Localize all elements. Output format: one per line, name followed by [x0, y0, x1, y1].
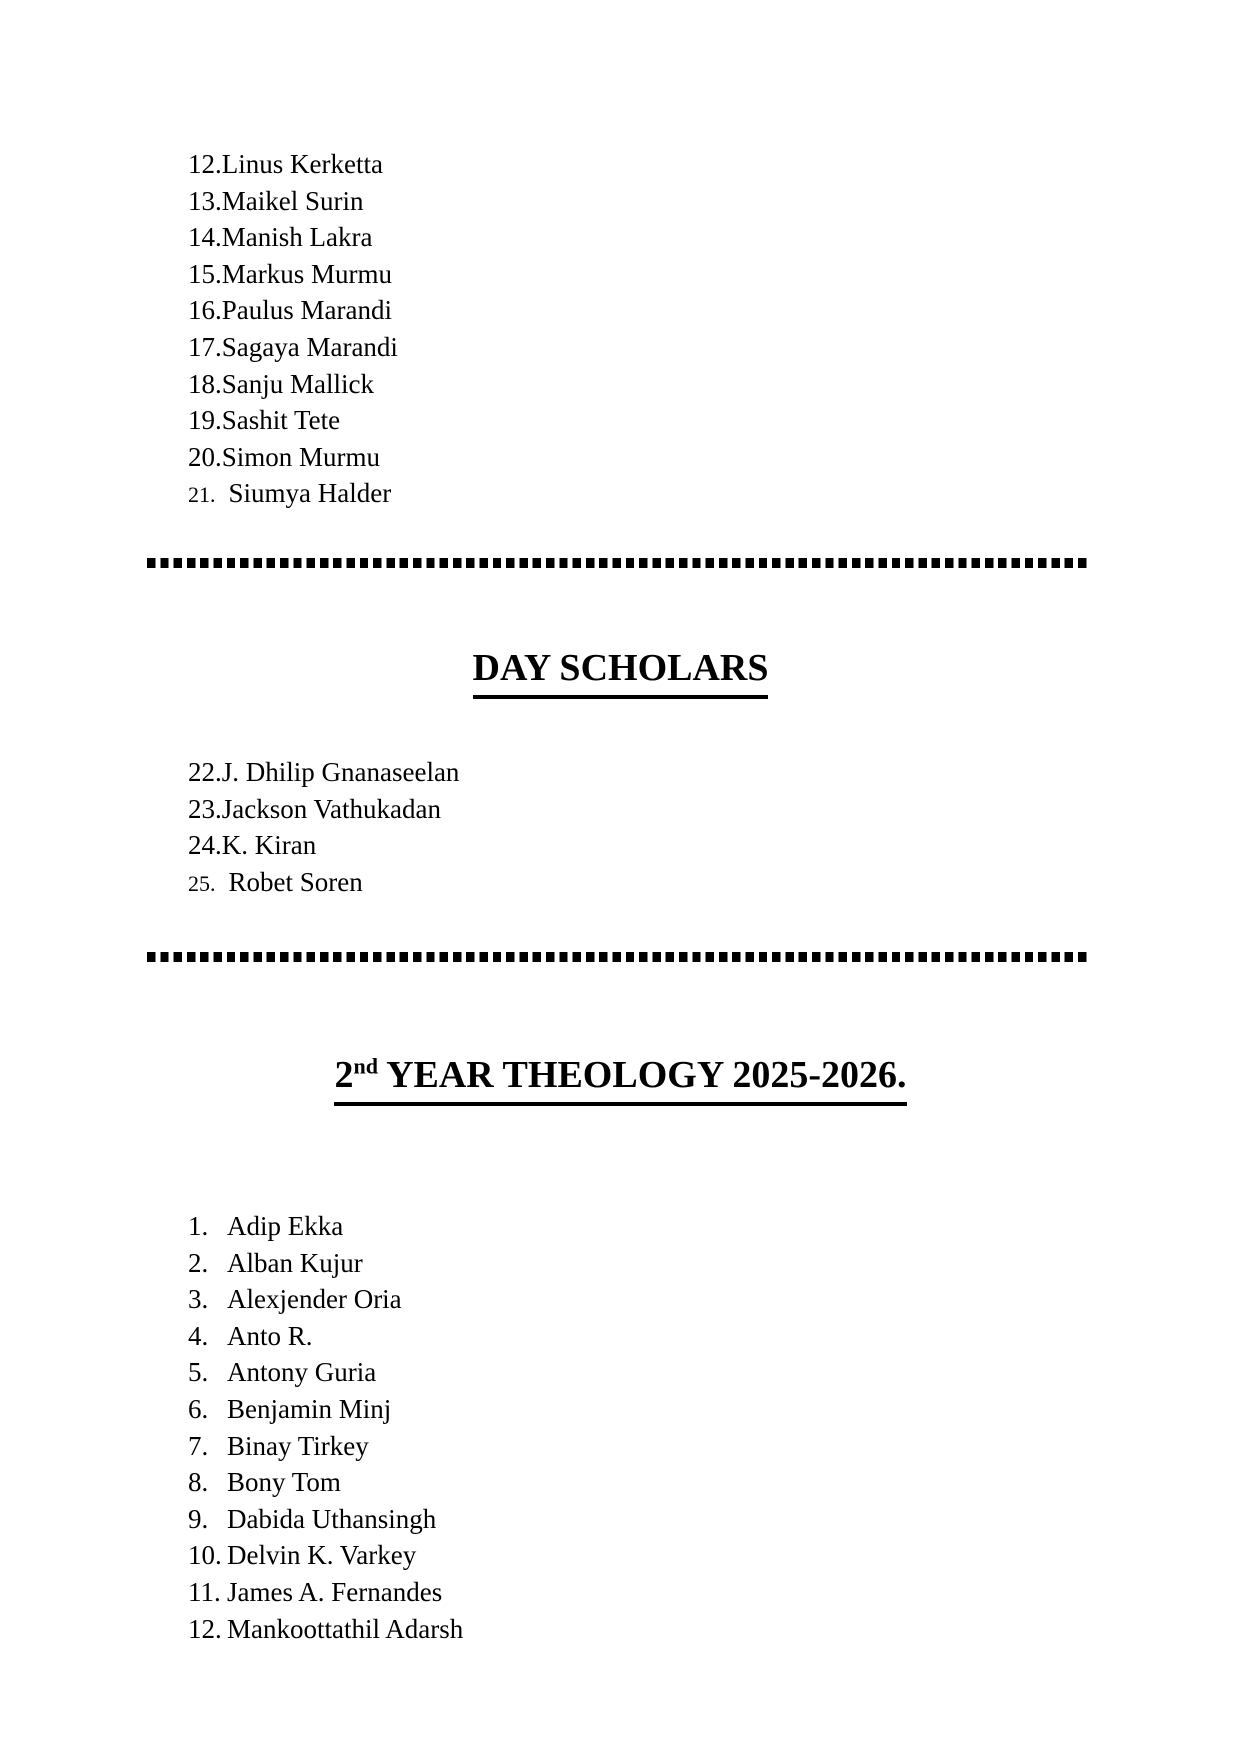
item-name: Paulus Marandi	[221, 295, 392, 326]
day-scholars-list	[188, 754, 459, 902]
hostellers-continued-list	[188, 146, 398, 514]
item-name: Alexjender Oria	[227, 1284, 402, 1315]
item-number: 19.	[188, 405, 222, 436]
list-item	[188, 864, 459, 903]
list-item	[188, 1537, 463, 1574]
item-number: 3.	[188, 1284, 209, 1315]
list-item	[188, 183, 398, 220]
heading-ordinal-suffix: nd	[353, 1053, 378, 1079]
dotted-divider-top	[147, 558, 1091, 568]
item-number: 20.	[188, 441, 222, 472]
item-name: Markus Murmu	[221, 258, 392, 289]
item-number: 4.	[188, 1320, 209, 1351]
list-item	[188, 219, 398, 256]
item-number: 13.	[188, 185, 222, 216]
item-name: Linus Kerketta	[221, 149, 383, 179]
list-item	[188, 402, 398, 439]
list-item	[188, 256, 398, 293]
item-number: 10.	[188, 1540, 222, 1571]
item-name: Binay Tirkey	[227, 1430, 369, 1461]
item-name: Alban Kujur	[227, 1247, 363, 1278]
item-name: Jackson Vathukadan	[221, 793, 441, 824]
list-item	[188, 439, 398, 476]
item-name: K. Kiran	[221, 830, 317, 861]
list-item	[188, 292, 398, 329]
list-item	[188, 1611, 463, 1648]
item-name: Benjamin Minj	[227, 1393, 392, 1424]
item-number: 18.	[188, 368, 222, 399]
second-year-theology-list	[188, 1208, 463, 1647]
item-name: Sanju Mallick	[221, 368, 374, 399]
item-name: Bony Tom	[227, 1467, 341, 1498]
item-number: 2.	[188, 1247, 209, 1278]
item-number: 1.	[188, 1211, 209, 1241]
item-name: James A. Fernandes	[227, 1576, 443, 1607]
list-item	[188, 1318, 463, 1355]
dotted-divider-bottom	[147, 952, 1091, 962]
list-item	[188, 791, 459, 828]
item-name: Maikel Surin	[221, 185, 364, 216]
list-item	[188, 475, 398, 514]
item-number: 23.	[188, 793, 222, 824]
list-item	[188, 1208, 463, 1245]
item-name: Robet Soren	[228, 866, 363, 897]
item-name: Mankoottathil Adarsh	[227, 1613, 464, 1644]
item-name: Sashit Tete	[221, 405, 341, 436]
item-number: 5.	[188, 1357, 209, 1388]
list-item	[188, 754, 459, 791]
item-number: 7.	[188, 1430, 209, 1461]
list-item	[188, 329, 398, 366]
item-name: Delvin K. Varkey	[227, 1540, 417, 1571]
list-item	[188, 1574, 463, 1611]
heading-rest-text: YEAR THEOLOGY 2025-2026.	[377, 1054, 907, 1096]
item-number: 14.	[188, 222, 222, 253]
list-item	[188, 1428, 463, 1465]
list-item	[188, 1391, 463, 1428]
list-item	[188, 146, 398, 183]
list-item	[188, 1281, 463, 1318]
item-name: Anto R.	[227, 1320, 313, 1351]
list-item	[188, 1245, 463, 1282]
list-item	[188, 827, 459, 864]
item-number: 25.	[188, 870, 216, 896]
item-number: 8.	[188, 1467, 209, 1498]
item-number: 22.	[188, 757, 222, 787]
second-year-theology-heading	[0, 1052, 1241, 1106]
day-scholars-heading	[0, 645, 1241, 699]
heading-base-number: 2	[334, 1054, 354, 1096]
list-item	[188, 1354, 463, 1391]
item-number: 12.	[188, 149, 222, 179]
day-scholars-heading-text: DAY SCHOLARS	[473, 645, 769, 699]
item-number: 16.	[188, 295, 222, 326]
item-number: 9.	[188, 1503, 209, 1534]
item-name: J. Dhilip Gnanaseelan	[221, 757, 460, 787]
item-name: Siumya Halder	[228, 478, 392, 509]
item-name: Dabida Uthansingh	[227, 1503, 437, 1534]
list-item	[188, 366, 398, 403]
item-name: Sagaya Marandi	[221, 331, 398, 362]
item-name: Manish Lakra	[221, 222, 373, 253]
item-name: Antony Guria	[227, 1357, 377, 1388]
item-number: 6.	[188, 1393, 209, 1424]
item-name: Simon Murmu	[221, 441, 381, 472]
second-year-theology-heading-text	[334, 1052, 906, 1106]
item-number: 24.	[188, 830, 222, 861]
list-item	[188, 1464, 463, 1501]
item-number: 17.	[188, 331, 222, 362]
list-item	[188, 1501, 463, 1538]
item-number: 12.	[188, 1613, 222, 1644]
item-name: Adip Ekka	[227, 1211, 344, 1241]
item-number: 15.	[188, 258, 222, 289]
item-number: 11.	[188, 1576, 221, 1607]
item-number: 21.	[188, 482, 216, 508]
